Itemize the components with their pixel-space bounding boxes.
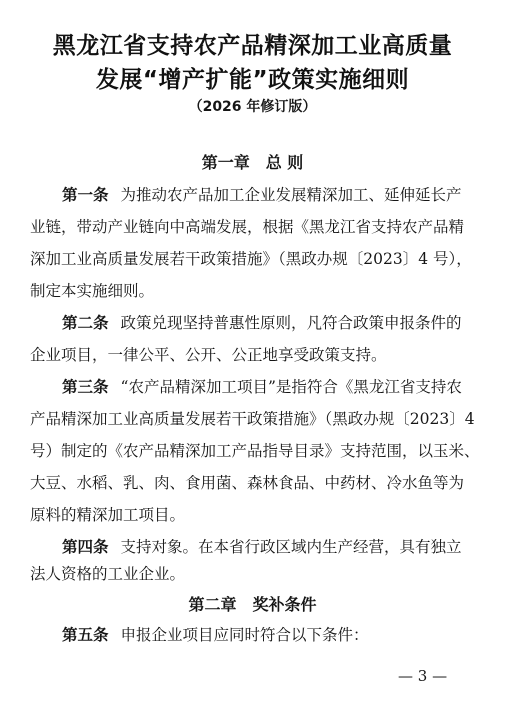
article-3-text-1: “农产品精深加工项目”是指符合《黑龙江省支持农 <box>120 378 462 396</box>
article-3-line-4: 大豆、水稻、乳、肉、食用菌、森林食品、中药材、冷水鱼等为 <box>30 474 465 492</box>
article-2-label: 第二条 <box>62 314 109 332</box>
chapter-2-name: 奖补条件 <box>252 595 317 614</box>
document-title-line-1: 黑龙江省支持农产品精深加工业高质量 <box>52 33 453 59</box>
chapter-1-name: 总 则 <box>265 153 304 172</box>
chapter-2-label: 第二章 <box>188 595 237 614</box>
article-1-line-2: 业链，带动产业链向中高端发展，根据《黑龙江省支持农产品精 <box>30 218 465 236</box>
document-title-line-2: 发展“增产扩能”政策实施细则 <box>95 67 410 93</box>
article-3-line-1 <box>62 377 462 397</box>
document-subtitle: （2026 年修订版） <box>188 99 317 115</box>
article-4-line-2: 法人资格的工业企业。 <box>30 565 186 583</box>
chapter-1-label: 第一章 <box>201 153 250 172</box>
article-3-line-2: 产品精深加工业高质量发展若干政策措施》（黑政办规〔2023〕4 <box>30 410 475 428</box>
article-4-text-1: 支持对象。在本省行政区域内生产经营，具有独立 <box>120 538 462 556</box>
article-3-line-5: 原料的精深加工项目。 <box>30 506 186 524</box>
chapter-2-heading <box>0 592 505 615</box>
chapter-1-heading <box>0 150 505 173</box>
article-3-label: 第三条 <box>62 378 109 396</box>
article-2-line-1 <box>62 313 462 333</box>
article-1-label: 第一条 <box>62 186 109 204</box>
article-3-line-3: 号）制定的《农产品精深加工产品指导目录》支持范围，以玉米、 <box>30 442 480 460</box>
page-number: — 3 — <box>398 667 448 685</box>
article-1-line-3: 深加工业高质量发展若干政策措施》（黑政办规〔2023〕4 号）， <box>30 250 472 268</box>
article-5-text-1: 申报企业项目应同时符合以下条件： <box>120 626 369 644</box>
article-1-line-1 <box>62 185 462 205</box>
article-4-line-1 <box>62 537 462 557</box>
article-5-line-1 <box>62 625 369 645</box>
article-2-text-1: 政策兑现坚持普惠性原则，凡符合政策申报条件的 <box>120 314 462 332</box>
article-1-text-1: 为推动农产品加工企业发展精深加工、延伸延长产 <box>120 186 462 204</box>
article-1-line-4: 制定本实施细则。 <box>30 282 155 300</box>
article-5-label: 第五条 <box>62 626 109 644</box>
article-2-line-2: 企业项目，一律公平、公开、公正地享受政策支持。 <box>30 346 387 364</box>
article-4-label: 第四条 <box>62 538 109 556</box>
